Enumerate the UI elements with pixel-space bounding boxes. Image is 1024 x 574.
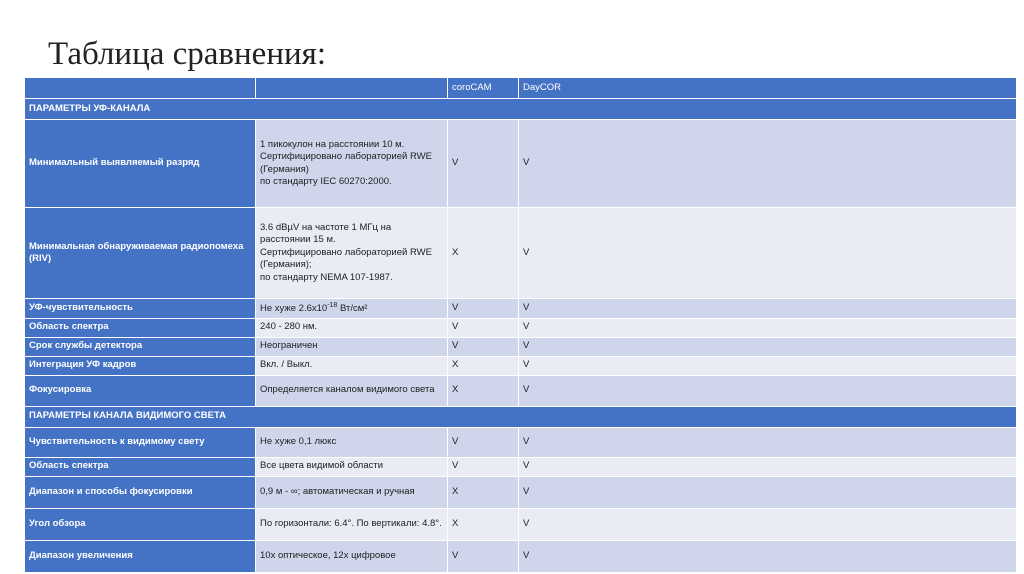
row-label: УФ-чувствительность [25, 299, 256, 319]
row-desc: Неограничен [256, 337, 448, 356]
cell-daycor: V [519, 427, 1017, 457]
row-label: Срок службы детектора [25, 337, 256, 356]
table-header [25, 78, 1017, 99]
table-row [25, 299, 1017, 319]
cell-daycor: V [519, 540, 1017, 572]
table-row [25, 427, 1017, 457]
cell-daycor: V [519, 299, 1017, 319]
row-label: Угол обзора [25, 508, 256, 540]
cell-daycor: V [519, 457, 1017, 476]
row-desc: 10x оптическое, 12x цифровое [256, 540, 448, 572]
cell-daycor: V [519, 318, 1017, 337]
section-title-uv: ПАРАМЕТРЫ УФ-КАНАЛА [25, 99, 1017, 120]
row-desc: 0,9 м - ∞; автоматическая и ручная [256, 476, 448, 508]
table-row [25, 356, 1017, 375]
row-label: Диапазон увеличения [25, 540, 256, 572]
section-row-vis [25, 406, 1017, 427]
cell-corocam: X [448, 476, 519, 508]
row-desc: 1 пикокулон на расстоянии 10 м. Сертифицировано лабораторией RWE (Германия) по стандарту IEC 60270:2000. [256, 120, 448, 208]
row-label: Область спектра [25, 457, 256, 476]
header-cell-param [25, 78, 256, 99]
cell-corocam: X [448, 375, 519, 406]
row-label: Диапазон и способы фокусировки [25, 476, 256, 508]
cell-corocam: X [448, 356, 519, 375]
table-row [25, 337, 1017, 356]
row-desc: Не хуже 0,1 люкс [256, 427, 448, 457]
cell-corocam: V [448, 540, 519, 572]
cell-daycor: V [519, 337, 1017, 356]
table-row [25, 120, 1017, 208]
section-row-uv [25, 99, 1017, 120]
table-row [25, 508, 1017, 540]
row-label: Чувствительность к видимому свету [25, 427, 256, 457]
row-desc: Вкл. / Выкл. [256, 356, 448, 375]
cell-corocam: V [448, 427, 519, 457]
cell-corocam: X [448, 508, 519, 540]
row-label: Область спектра [25, 318, 256, 337]
header-cell-corocam: coroCAM [448, 78, 519, 99]
section-title-vis: ПАРАМЕТРЫ КАНАЛА ВИДИМОГО СВЕТА [25, 406, 1017, 427]
header-cell-daycor: DayCOR [519, 78, 1017, 99]
row-desc: Все цвета видимой области [256, 457, 448, 476]
cell-daycor: V [519, 356, 1017, 375]
comparison-table [24, 77, 1017, 573]
cell-corocam: X [448, 208, 519, 299]
cell-daycor: V [519, 208, 1017, 299]
row-desc: По горизонтали: 6.4°. По вертикали: 4.8°. [256, 508, 448, 540]
cell-daycor: V [519, 120, 1017, 208]
row-desc: Не хуже $2.6x10^{-18}$ Вт/см² [256, 299, 448, 319]
cell-corocam: V [448, 318, 519, 337]
cell-corocam: V [448, 337, 519, 356]
table-row [25, 208, 1017, 299]
table-row [25, 540, 1017, 572]
table-row [25, 375, 1017, 406]
cell-corocam: V [448, 120, 519, 208]
row-label: Минимальный выявляемый разряд [25, 120, 256, 208]
row-label: Фокусировка [25, 375, 256, 406]
cell-daycor: V [519, 508, 1017, 540]
row-desc: 240 - 280 нм. [256, 318, 448, 337]
row-label: Интеграция УФ кадров [25, 356, 256, 375]
page-title: Таблица сравнения: [48, 36, 326, 72]
cell-daycor: V [519, 375, 1017, 406]
table-row [25, 476, 1017, 508]
cell-corocam: V [448, 457, 519, 476]
cell-daycor: V [519, 476, 1017, 508]
header-cell-desc [256, 78, 448, 99]
table-row [25, 457, 1017, 476]
row-label: Минимальная обнаруживаемая радиопомеха (RIV) [25, 208, 256, 299]
row-desc: Определяется каналом видимого света [256, 375, 448, 406]
table-row [25, 318, 1017, 337]
row-desc: 3.6 dBµV на частоте 1 МГц на расстоянии 15 м. Сертифицировано лабораторией RWE (Германия); по стандарту NEMA 107-1987. [256, 208, 448, 299]
cell-corocam: V [448, 299, 519, 319]
